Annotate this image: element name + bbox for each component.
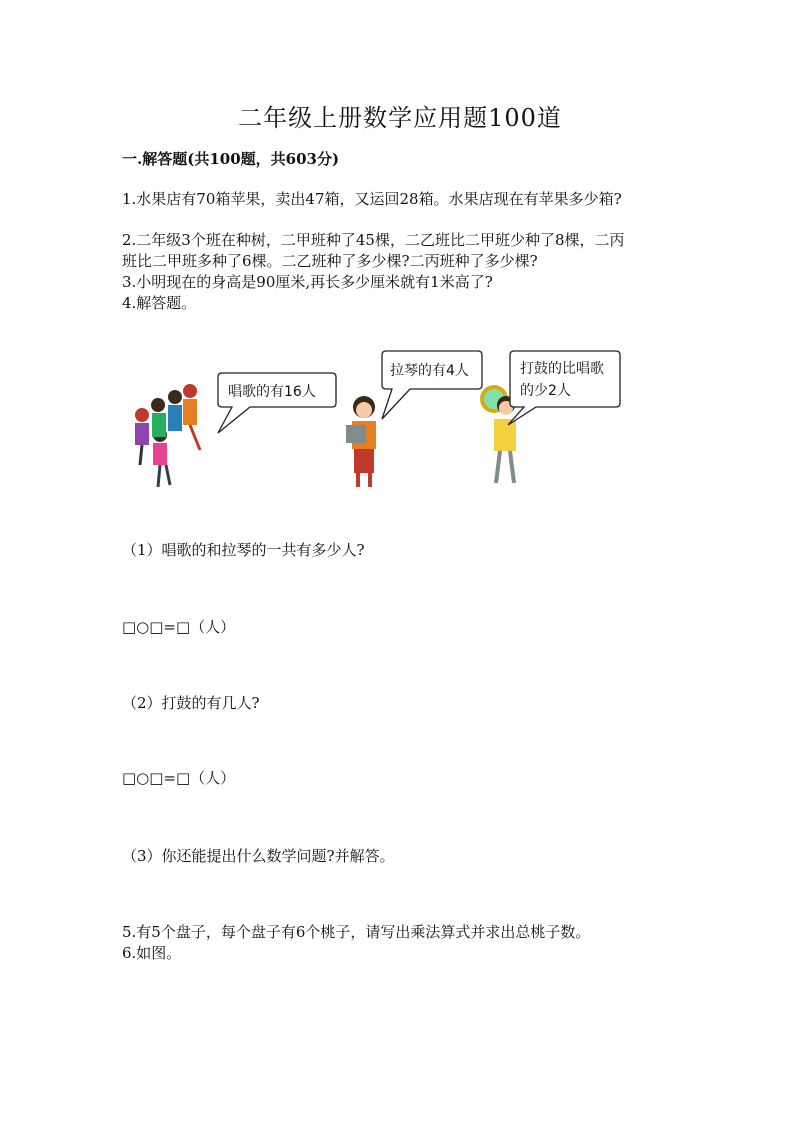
singing-children-figure (135, 384, 200, 487)
question-6: 6.如图。 (122, 944, 182, 962)
bubble-drum-text-line-2: 的少2人 (520, 383, 571, 399)
speech-bubble-violin (382, 351, 482, 419)
bubble-drum-text-line-1: 打鼓的比唱歌 (520, 361, 604, 377)
illustration (120, 345, 640, 500)
question-2-line-1: 2.二年级3个班在种树，二甲班种了45棵，二乙班比二甲班少种了8棵，二丙 (122, 231, 625, 249)
bubble-singing-text: 唱歌的有16人 (228, 384, 316, 400)
subquestion-3: （3）你还能提出什么数学问题?并解答。 (122, 847, 395, 865)
question-1: 1.水果店有70箱苹果，卖出47箱，又运回28箱。水果店现在有苹果多少箱? (122, 190, 622, 208)
question-4: 4.解答题。 (122, 294, 197, 312)
question-3: 3.小明现在的身高是90厘米,再长多少厘米就有1米高了? (122, 273, 493, 291)
subquestion-1: （1）唱歌的和拉琴的一共有多少人? (122, 541, 365, 559)
question-2-line-2: 班比二甲班多种了6棵。二乙班种了多少棵?二丙班种了多少棵? (122, 252, 538, 270)
bubble-violin-text: 拉琴的有4人 (390, 363, 469, 379)
speech-bubble-singing (218, 373, 336, 433)
question-5: 5.有5个盘子，每个盘子有6个桃子，请写出乘法算式并求出总桃子数。 (122, 923, 591, 941)
page-title: 二年级上册数学应用题100道 (238, 104, 562, 132)
violin-girl-figure (346, 396, 376, 487)
section-heading: 一.解答题(共100题，共603分) (122, 150, 340, 168)
subquestion-1-formula: □○□=□（人） (122, 618, 236, 636)
subquestion-2: （2）打鼓的有几人? (122, 694, 260, 712)
subquestion-2-formula: □○□=□（人） (122, 769, 236, 787)
speech-bubble-drum (508, 351, 620, 425)
